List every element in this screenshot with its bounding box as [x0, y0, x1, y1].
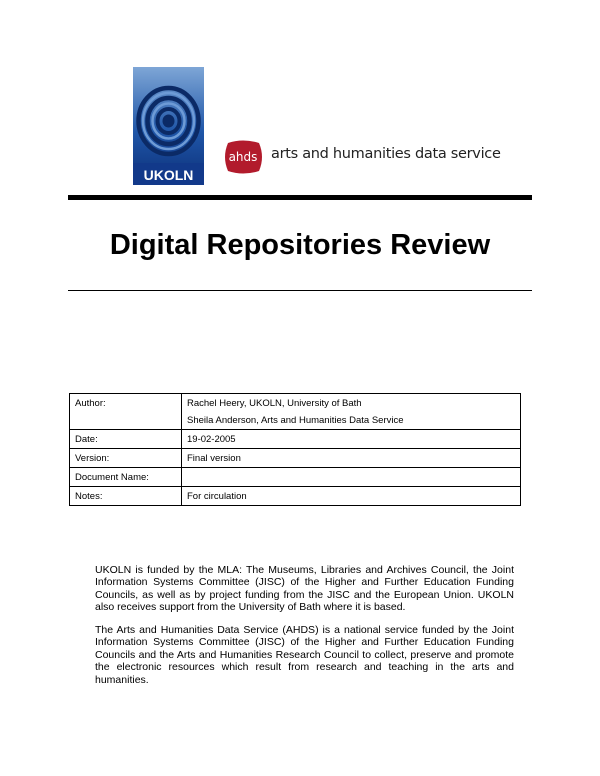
table-row: [70, 430, 521, 449]
date-value: 19-02-2005: [182, 430, 521, 449]
ahds-logo: [222, 140, 501, 174]
author-line: Sheila Anderson, Arts and Humanities Data Service: [187, 415, 404, 426]
notes-label: Notes:: [70, 487, 182, 506]
ahds-funding-paragraph: The Arts and Humanities Data Service (AHDS) is a national service funded by the Joint Information Systems Committee (JISC) of the Higher and Further Education Funding Councils and the Arts and Humanities Research Council to collect, preserve and promote the electronic resources which result from research and teaching in the arts and humanities.: [95, 624, 514, 686]
ahds-badge: [222, 140, 264, 174]
ukoln-logo-label: UKOLN: [143, 167, 194, 183]
ahds-name: arts and humanities data service: [271, 146, 501, 162]
document-info-table: [69, 393, 521, 506]
author-line: Rachel Heery, UKOLN, University of Bath: [187, 398, 362, 409]
notes-value: For circulation: [182, 487, 521, 506]
version-value: Final version: [182, 449, 521, 468]
ahds-badge-text: ahds: [228, 150, 258, 164]
document-name-label: Document Name:: [70, 468, 182, 487]
page-title: Digital Repositories Review: [109, 229, 491, 261]
version-label: Version:: [70, 449, 182, 468]
ukoln-logo: [133, 67, 204, 185]
document-name-value: [182, 468, 521, 487]
table-row: [70, 449, 521, 468]
title-divider: [68, 290, 532, 291]
author-label: Author:: [70, 394, 182, 430]
ukoln-funding-paragraph: UKOLN is funded by the MLA: The Museums, Libraries and Archives Council, the Joint Information Systems Committee (JISC) of the Higher and Further Education Funding Councils, as well as by project funding from the JISC and the European Union. UKOLN also receives support from the University of Bath where it is based.: [95, 564, 514, 614]
top-divider: [68, 195, 532, 200]
date-label: Date:: [70, 430, 182, 449]
author-value: [182, 394, 521, 430]
table-row: [70, 487, 521, 506]
table-row: [70, 394, 521, 430]
table-row: [70, 468, 521, 487]
